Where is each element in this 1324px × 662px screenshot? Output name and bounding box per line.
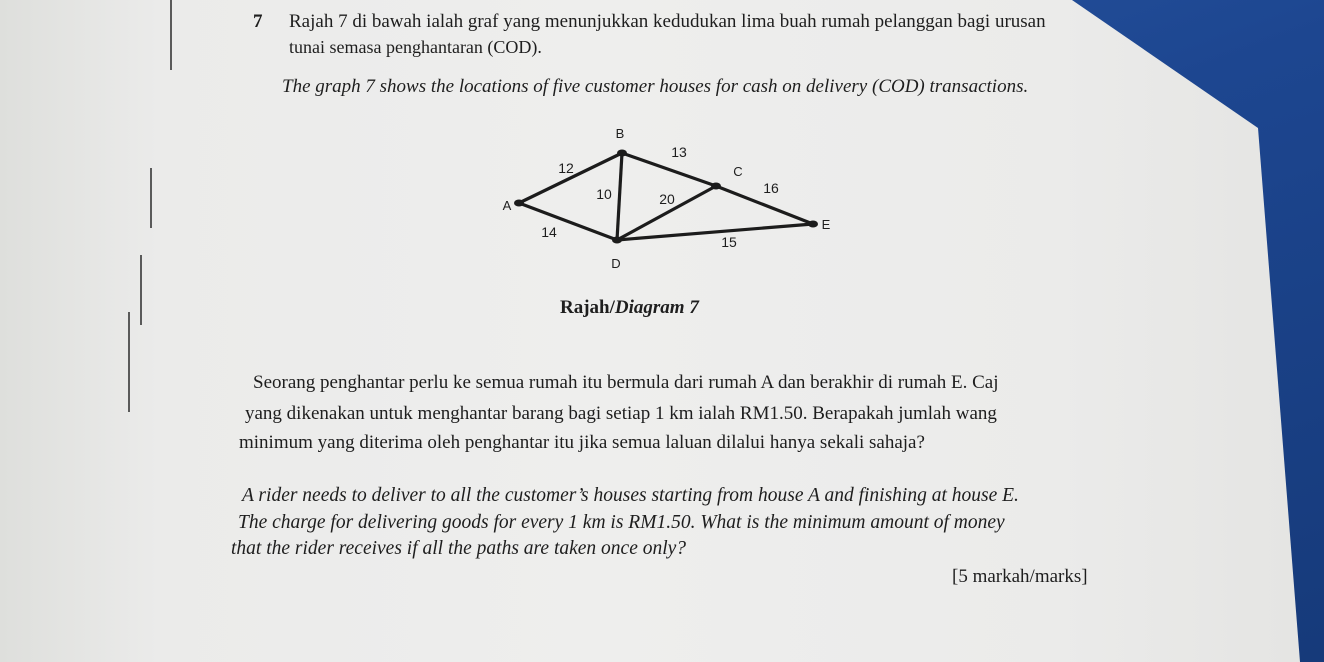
english-question-line-2: The charge for delivering goods for every 1 km is RM1.50. What is the minimum amount of money (238, 512, 1005, 533)
malay-intro-line-2: tunai semasa penghantaran (COD). (289, 37, 542, 57)
diagram-caption (560, 297, 699, 319)
malay-question-line-3: minimum yang diterima oleh penghantar itu jika semua laluan dilalui hanya sekali sahaja? (239, 432, 925, 453)
graph-vertex-E (808, 221, 818, 228)
graph-edge-DE (617, 224, 813, 240)
question-number: 7 (253, 11, 263, 32)
malay-question-line-1: Seorang penghantar perlu ke semua rumah itu bermula dari rumah A dan berakhir di rumah E. Caj (253, 372, 999, 393)
vertex-label-A: A (502, 198, 512, 213)
graph-vertex-A (514, 200, 524, 207)
marks-label: [5 markah/marks] (952, 566, 1088, 587)
graph-edge-BD (617, 153, 622, 240)
graph-vertex-C (711, 183, 721, 190)
edge-weight-DE: 15 (721, 234, 737, 250)
graph-edge-BC (622, 153, 716, 186)
english-intro: The graph 7 shows the locations of five customer houses for cash on delivery (COD) transactions. (282, 76, 1029, 97)
caption-english: Diagram 7 (614, 297, 699, 318)
edge-weight-AB: 12 (558, 160, 574, 176)
edge-weight-CE: 16 (763, 180, 779, 196)
vertex-label-E: E (821, 217, 831, 232)
malay-question-line-2: yang dikenakan untuk menghantar barang bagi setiap 1 km ialah RM1.50. Berapakah jumlah wang (245, 403, 997, 424)
vertex-label-D: D (611, 256, 621, 271)
vertex-label-C: C (733, 164, 743, 179)
vertex-label-B: B (615, 126, 625, 141)
graph-vertex-B (617, 150, 627, 157)
edge-weight-AD: 14 (541, 224, 557, 240)
english-question-line-1: A rider needs to deliver to all the customer’s houses starting from house A and finishing at house E. (242, 485, 1019, 506)
malay-intro-line-1: Rajah 7 di bawah ialah graf yang menunjukkan kedudukan lima buah rumah pelanggan bagi urusan (289, 11, 1046, 32)
graph-vertex-D (612, 237, 622, 244)
caption-malay: Rajah/ (560, 297, 615, 318)
english-question-line-3: that the rider receives if all the paths are taken once only? (231, 538, 687, 559)
edge-weight-BC: 13 (671, 144, 687, 160)
graph-edge-AD (519, 203, 617, 240)
edge-weight-CD: 20 (659, 191, 675, 207)
edge-weight-BD: 10 (596, 186, 612, 202)
